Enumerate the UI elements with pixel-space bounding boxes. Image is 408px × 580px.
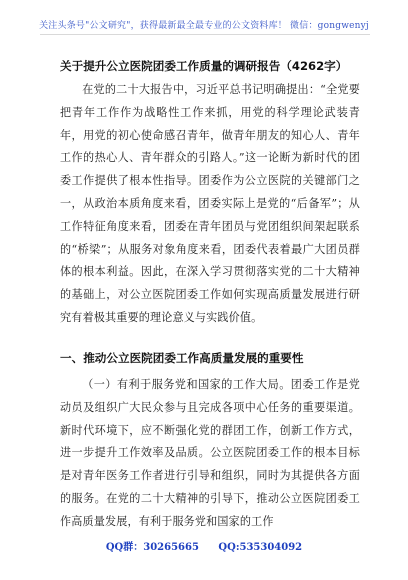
header-banner: 关注头条号"公文研究"，获得最新最全最专业的公文资料库！ 微信：gongwenyj [39,21,369,31]
footer-banner [0,538,408,553]
section-paragraph: （一）有利于服务党和国家的工作大局。团委工作是党动员及组织广大民众参与且完成各项中心任务的重要渠道。新时代环境下，应不断强化党的群团工作，创新工作方式，进一步提升工作效率及品质。公立医院团委工作的根本目标是对青年医务工作者进行引导和组织，同时为其提供各方面的服务。在党的二十大精神的引导下，推动公立医院团委工作高质量发展，有利于服务党和国家的工作 [60,378,360,528]
intro-paragraph: 在党的二十大报告中，习近平总书记明确提出：“全党要把青年工作作为战略性工作来抓，用党的科学理论武装青年，用党的初心使命感召青年，做青年朋友的知心人、青年工作的热心人、青年群众的引路人。”这一论断为新时代的团委工作提供了根本性指导。团委作为公立医院的关键部门之一，从政治本质角度来看，团委实际上是党的“后备军”；从工作特征角度来看，团委在青年团员与党团组织间架起联系的“桥梁”；从服务对象角度来看，团委代表着最广大团员群体的根本利益。因此，在深入学习贯彻落实党的二十大精神的基础上，对公立医院团委工作如何实现高质量发展进行研究有着极其重要的理论意义与实践价值。 [60,83,360,324]
footer-qq: QQ:535304092 [218,542,303,553]
footer-qq-group: QQ群：30265665 [105,542,199,553]
section-heading: 一、推动公立医院团委工作高质量发展的重要性 [60,351,304,365]
header-divider [40,34,370,35]
document-title: 关于提升公立医院团委工作质量的调研报告（4262字） [60,59,348,73]
